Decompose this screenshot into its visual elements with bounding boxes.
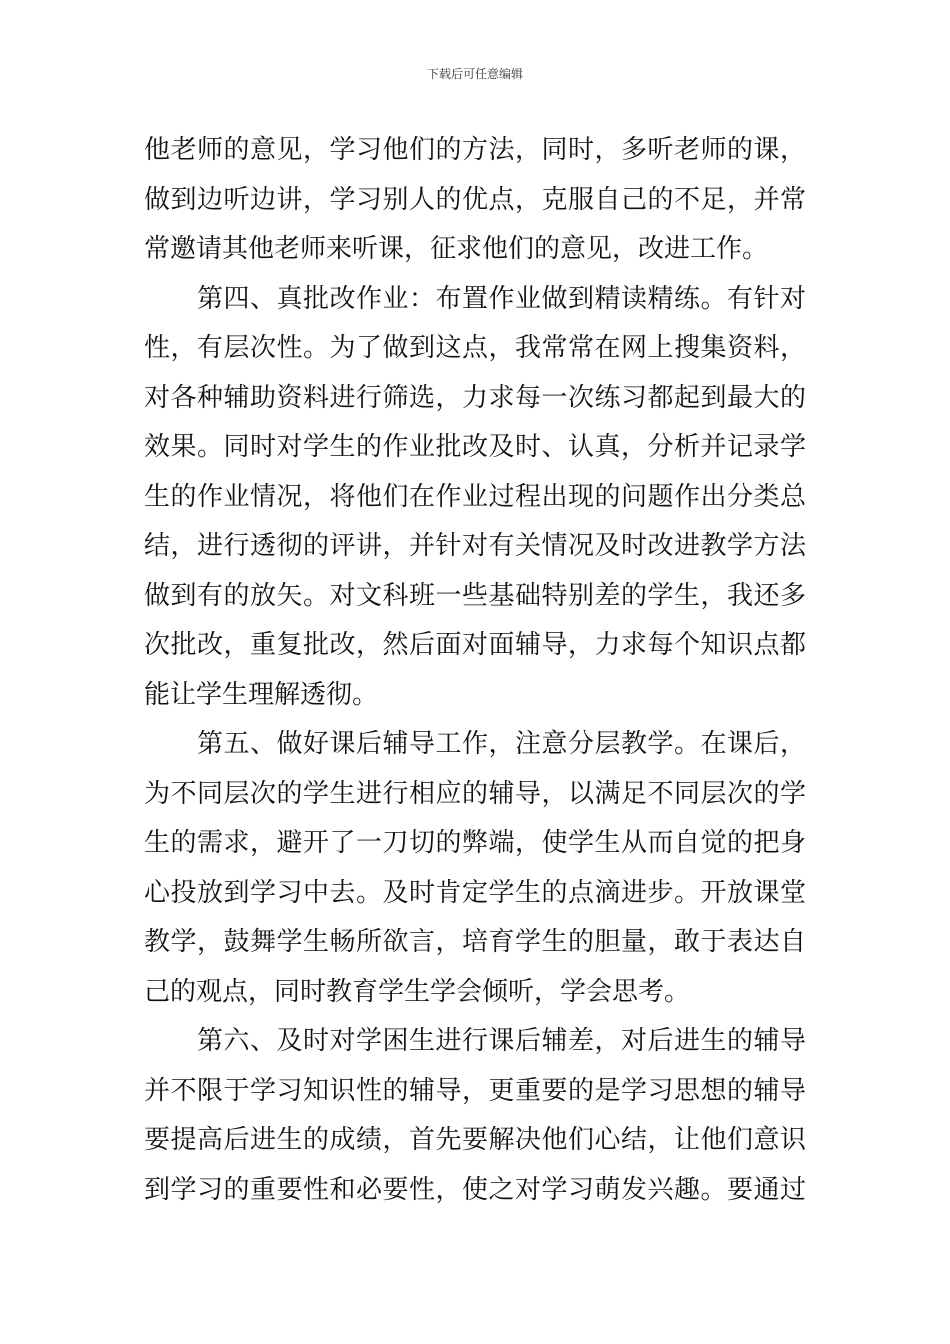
text-line: 常邀请其他老师来听课，征求他们的意见，改进工作。 xyxy=(144,234,769,264)
text-line: 能让学生理解透彻。 xyxy=(144,679,379,710)
text-line: 效果。同时对学生的作业批改及时、认真，分析并记录学 xyxy=(144,432,806,462)
text-line: 己的观点，同时教育学生学会倾听，学会思考。 xyxy=(144,976,691,1007)
text-line: 心投放到学习中去。及时肯定学生的点滴进步。开放课堂 xyxy=(144,877,806,908)
text-line: 教学，鼓舞学生畅所欲言，培育学生的胆量，敢于表达自 xyxy=(144,927,806,957)
text-line: 生的需求，避开了一刀切的弊端，使学生从而自觉的把身 xyxy=(144,828,806,858)
text-line: 他老师的意见，学习他们的方法，同时，多听老师的课， xyxy=(144,135,806,165)
page-header: 下载后可任意编辑 xyxy=(426,67,523,81)
text-line: 第五、做好课后辅导工作，注意分层教学。在课后， xyxy=(144,729,806,759)
text-line: 到学习的重要性和必要性，使之对学习萌发兴趣。要通过 xyxy=(144,1174,806,1205)
text-line: 要提高后进生的成绩，首先要解决他们心结，让他们意识 xyxy=(144,1125,806,1155)
text-line: 做到有的放矢。对文科班一些基础特别差的学生，我还多 xyxy=(144,580,806,611)
text-line: 对各种辅助资料进行筛选，力求每一次练习都起到最大的 xyxy=(144,382,806,413)
text-line: 第六、及时对学困生进行课后辅差，对后进生的辅导 xyxy=(144,1026,806,1056)
document-body xyxy=(144,126,806,1215)
text-line: 做到边听边讲，学习别人的优点，克服自己的不足，并常 xyxy=(144,184,806,215)
text-line: 为不同层次的学生进行相应的辅导，以满足不同层次的学 xyxy=(144,778,806,809)
text-line: 结，进行透彻的评讲，并针对有关情况及时改进教学方法 xyxy=(144,531,806,561)
text-line: 性，有层次性。为了做到这点，我常常在网上搜集资料， xyxy=(144,333,806,363)
text-line: 第四、真批改作业：布置作业做到精读精练。有针对 xyxy=(144,283,806,314)
text-line: 并不限于学习知识性的辅导，更重要的是学习思想的辅导 xyxy=(144,1075,806,1106)
text-line: 次批改，重复批改，然后面对面辅导，力求每个知识点都 xyxy=(144,630,806,660)
text-line: 生的作业情况，将他们在作业过程出现的问题作出分类总 xyxy=(144,481,806,512)
